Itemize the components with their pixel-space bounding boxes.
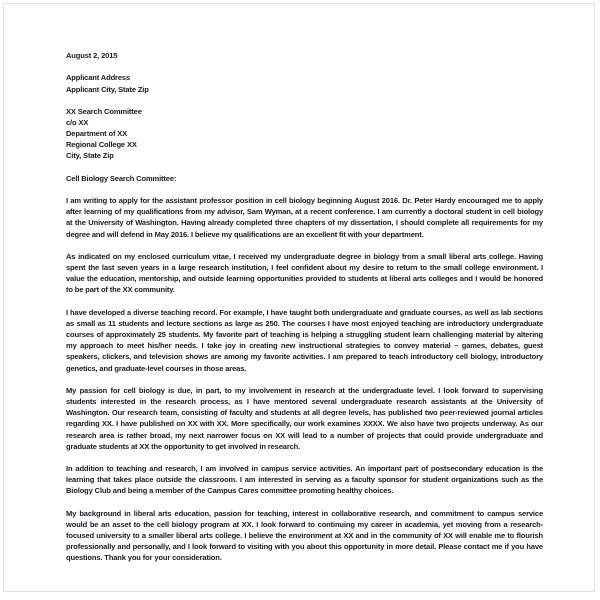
body-paragraph: In addition to teaching and research, I am involved in campus service activities. An important part of postsecondary education is the learning that takes place outside the classroom. I am interested in serving as a faculty sponsor for student organizations such as the Biology Club and being a member of the Campus Cares committee promoting healthy choices. xyxy=(66,464,543,496)
sender-address-line: Applicant Address xyxy=(66,73,131,83)
sender-address-line: Applicant City, State Zip xyxy=(66,84,149,94)
document-page xyxy=(3,3,595,592)
salutation: Cell Biology Search Committee: xyxy=(66,173,177,183)
recipient-address-line: c/o XX xyxy=(66,118,89,127)
recipient-address-line: XX Search Committee xyxy=(66,106,142,116)
spacer xyxy=(66,497,543,508)
spacer xyxy=(66,240,543,251)
spacer xyxy=(66,95,543,106)
body-paragraph: My passion for cell biology is due, in part, to my involvement in research at the undergraduate level. I look forward to supervising students interested in the research process, as I have mentored several undergraduate research assistants at the University of Washington. Our research team, consisting of faculty and students at all degree levels, has published two peer-reviewed journal articles regarding XX. I have published on XX with XX. More specifically, our work examines XXXX. We also have two projects underway. As our research area is rather broad, my next narrower focus on XX will lead to a number of projects that could provide undergraduate and graduate students at XX the opportunity to get involved in research. xyxy=(66,385,543,451)
spacer xyxy=(66,162,543,173)
letter-date: August 2, 2015 xyxy=(66,51,118,60)
spacer xyxy=(66,374,543,385)
spacer xyxy=(66,452,543,463)
recipient-address-line: City, State Zip xyxy=(66,151,114,161)
recipient-address-line: Regional College XX xyxy=(66,140,137,150)
spacer xyxy=(66,184,543,195)
body-paragraph: I am writing to apply for the assistant professor position in cell biology beginning August 2016. Dr. Peter Hardy encouraged me to apply after learning of my qualifications from my advisor, Sam Wyman, at a recent conference. I am currently a doctoral student in cell biology at the University of Washington. Having already completed three chapters of my dissertation, I should complete all requirements for my degree and will defend in May 2016. I believe my qualifications are an excellent fit with your department. xyxy=(66,196,543,239)
body-paragraph: My background in liberal arts education, passion for teaching, interest in collaborative research, and commitment to campus service would be an asset to the cell biology program at XX. I look forward to continuing my career in academia, yet moving from a research-focused university to a smaller liberal arts college. I believe the environment at XX and in the community of XX will enable me to flourish professionally and personally, and I look forward to visiting with you about this opportunity in more detail. Please contact me if you have questions. Thank you for your consideration. xyxy=(66,508,543,563)
sender-address-block xyxy=(66,72,543,94)
body-paragraph: As indicated on my enclosed curriculum vitae, I received my undergraduate degree in biology from a small liberal arts college. Having spent the last seven years in a large research institution, I feel confident about my desire to return to the small college environment. I value the education, mentorship, and outside learning opportunities provided to students at liberal arts colleges and I would be honored to be part of the XX community. xyxy=(66,251,543,295)
spacer xyxy=(66,61,543,72)
recipient-address-line: Department of XX xyxy=(66,129,128,139)
body-paragraph: I have developed a diverse teaching record. For example, I have taught both undergraduate and graduate courses, as well as lab sections as small as 11 students and lecture sections as large as 250. The courses I have most enjoyed teaching are introductory undergraduate courses of approximately 25 students. My favorite part of teaching is helping a struggling student learn challenging material by altering my approach to meet his/her needs. I take joy in creating new instructional strategies to convey material – games, debates, guest speakers, clickers, and television shows are among my favorite activities. I am prepared to teach introductory cell biology, introductory genetics, and graduate-level courses in those areas. xyxy=(66,307,543,373)
recipient-address-block xyxy=(66,106,543,162)
letter-content xyxy=(66,50,543,563)
spacer xyxy=(66,296,543,307)
